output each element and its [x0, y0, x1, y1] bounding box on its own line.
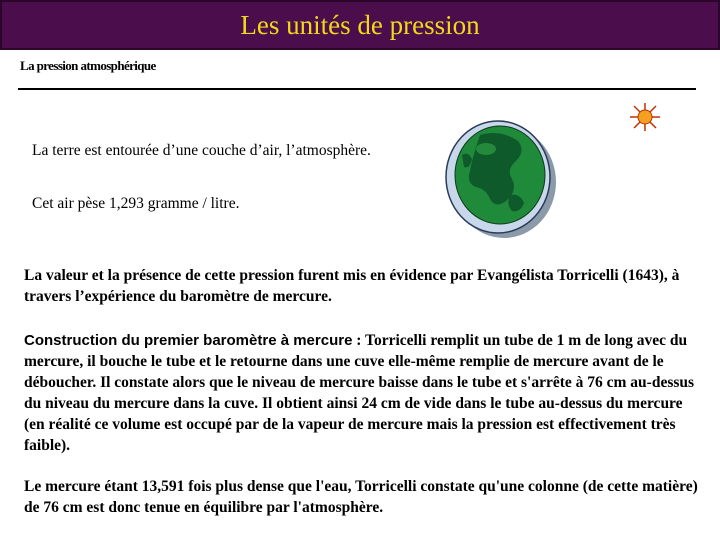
- globe-icon: [440, 115, 560, 240]
- title-bar: [0, 0, 720, 50]
- section-subtitle: La pression atmosphérique: [20, 58, 156, 73]
- sun-icon: [628, 102, 662, 132]
- page-title: Les unités de pression: [240, 9, 480, 40]
- barometer-paragraph: [24, 330, 704, 456]
- mercury-density-paragraph: Le mercure étant 13,591 fois plus dense que l'eau, Torricelli constate qu'une colonne (de cette matière) de 76 cm est donc tenue en équilibre par l'atmosphère.: [24, 478, 698, 516]
- barometer-body: : Torricelli remplit un tube de 1 m de long avec du mercure, il bouche le tube et le retourne dans une cuve elle-même remplie de mercure avant de le déboucher. Il constate alors que le niveau de mercure baisse dans le tube et s'arrête à 76 cm au-dessus du niveau du mercure dans la cuve. Il obtient ainsi 24 cm de vide dans le tube au-dessus du mercure (en réalité ce volume est occupé par de la vapeur de mercure mais la pression est effectivement très faible).: [24, 332, 695, 454]
- divider: [18, 88, 696, 90]
- torricelli-paragraph: La valeur et la présence de cette pression furent mis en évidence par Evangélista Torricelli (1643), à travers l’expérience du baromètre de mercure.: [24, 267, 680, 305]
- barometer-heading: Construction du premier baromètre à mercure: [24, 332, 353, 349]
- air-weight-paragraph: Cet air pèse 1,293 gramme / litre.: [32, 195, 240, 212]
- intro-paragraph: La terre est entourée d’une couche d’air, l’atmosphère.: [32, 142, 371, 159]
